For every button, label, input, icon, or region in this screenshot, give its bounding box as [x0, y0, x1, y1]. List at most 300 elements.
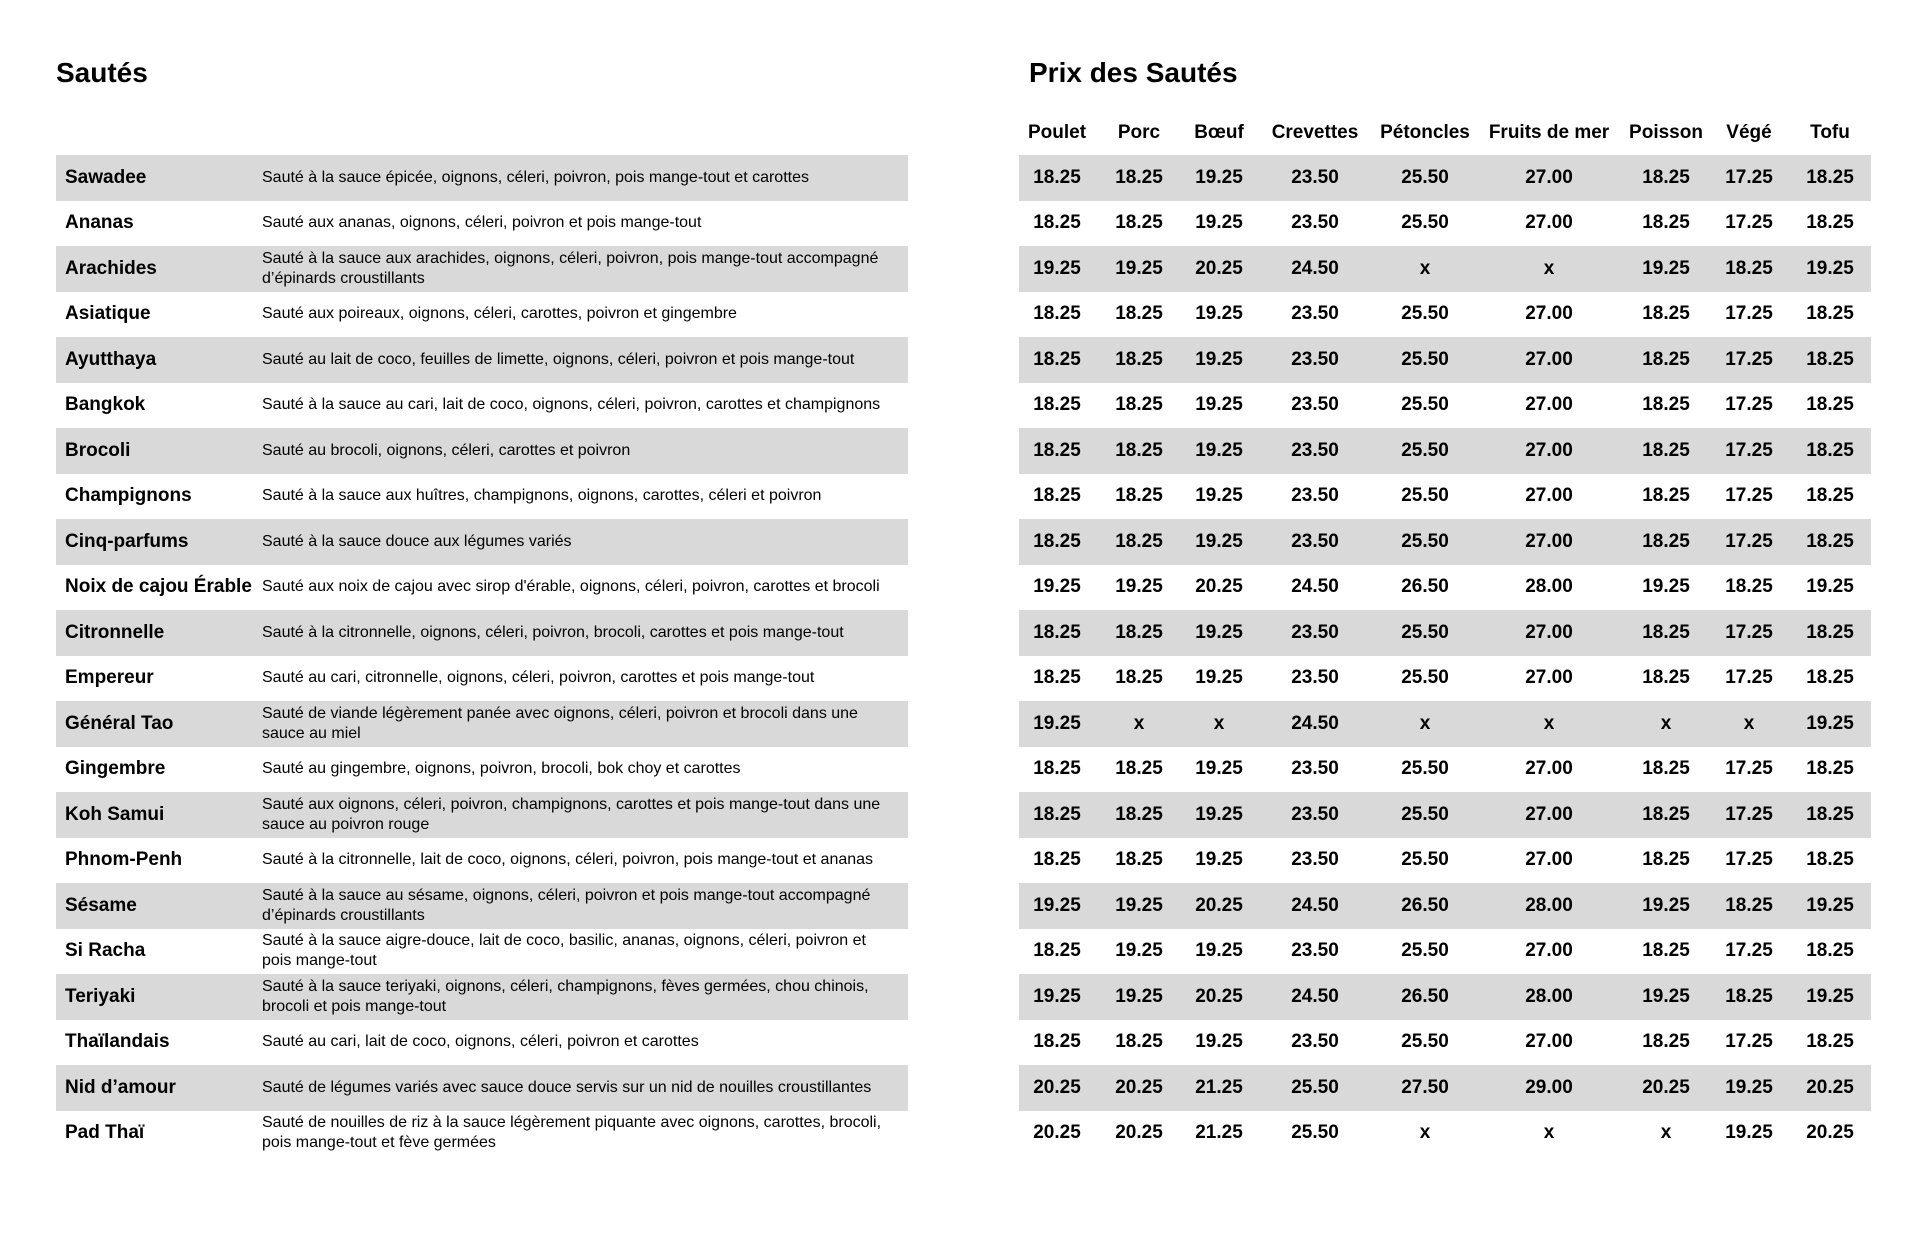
- price-row: [1019, 747, 1871, 793]
- price-cell: 19.25: [1195, 303, 1243, 325]
- column-header: Poulet: [1027, 122, 1087, 143]
- dish-description: Sauté à la sauce épicée, oignons, céleri, poivron, pois mange-tout et carottes: [262, 168, 809, 186]
- price-cell: 18.25: [1033, 348, 1081, 370]
- price-cell: 17.25: [1725, 667, 1773, 689]
- price-cell: 18.25: [1806, 485, 1854, 507]
- price-cell: 18.25: [1806, 849, 1854, 871]
- dish-name: Noix de cajou Érable: [65, 576, 252, 598]
- price-cell: 23.50: [1291, 303, 1339, 325]
- price-cell: 25.50: [1401, 621, 1449, 643]
- price-cell: 23.50: [1291, 803, 1339, 825]
- dish-description: Sauté de viande légèrement panée avec oignons, céleri, poivron et brocoli dans une sauce au miel: [262, 704, 858, 742]
- dish-description: Sauté au lait de coco, feuilles de limette, oignons, céleri, poivron et pois mange-tout: [262, 350, 855, 368]
- price-cell: x: [1419, 712, 1431, 734]
- price-cell: 25.50: [1401, 667, 1449, 689]
- column-header: Végé: [1726, 122, 1772, 143]
- price-cell: 19.25: [1642, 576, 1690, 598]
- price-cell: x: [1213, 712, 1225, 734]
- column-header: Tofu: [1810, 122, 1850, 143]
- dish-description: Sauté à la sauce teriyaki, oignons, céleri, champignons, fèves germées, chou chinois, brocoli et pois mange-tout: [262, 977, 869, 1015]
- dish-description: Sauté aux ananas, oignons, céleri, poivron et pois mange-tout: [262, 214, 702, 232]
- price-cell: 23.50: [1291, 758, 1339, 780]
- price-cell: 19.25: [1115, 894, 1163, 916]
- price-cell: 19.25: [1642, 257, 1690, 279]
- price-cell: x: [1543, 712, 1555, 734]
- price-cell: x: [1660, 1122, 1672, 1144]
- price-cell: 19.25: [1033, 894, 1081, 916]
- dish-name: Sésame: [65, 894, 137, 916]
- price-cell: 23.50: [1291, 485, 1339, 507]
- price-cell: 26.50: [1401, 894, 1449, 916]
- price-cell: 23.50: [1291, 849, 1339, 871]
- dish-row: [56, 383, 908, 429]
- price-cell: 18.25: [1642, 1031, 1690, 1053]
- price-cell: 19.25: [1195, 849, 1243, 871]
- dish-description: Sauté au gingembre, oignons, poivron, brocoli, bok choy et carottes: [262, 760, 741, 778]
- dish-row: [56, 1020, 908, 1066]
- price-cell: 17.25: [1725, 803, 1773, 825]
- price-cell: x: [1419, 1122, 1431, 1144]
- price-cell: 23.50: [1291, 530, 1339, 552]
- price-cell: 19.25: [1195, 667, 1243, 689]
- price-cell: 19.25: [1195, 530, 1243, 552]
- price-cell: 23.50: [1291, 1031, 1339, 1053]
- price-cell: 18.25: [1806, 803, 1854, 825]
- dish-name: Ananas: [65, 212, 134, 234]
- price-cell: 23.50: [1291, 940, 1339, 962]
- dish-name: Empereur: [65, 667, 154, 689]
- price-cell: 18.25: [1033, 803, 1081, 825]
- price-cell: 18.25: [1725, 576, 1773, 598]
- dish-row: [56, 656, 908, 702]
- price-cell: 19.25: [1806, 985, 1854, 1007]
- price-cell: 18.25: [1033, 439, 1081, 461]
- price-cell: 17.25: [1725, 212, 1773, 234]
- price-cell: 18.25: [1642, 166, 1690, 188]
- price-cell: 18.25: [1725, 894, 1773, 916]
- price-cell: 18.25: [1806, 667, 1854, 689]
- price-cell: 20.25: [1806, 1122, 1854, 1144]
- price-row: [1019, 246, 1871, 292]
- dish-row: [56, 565, 908, 611]
- price-cell: 20.25: [1115, 1076, 1163, 1098]
- dish-name: Citronnelle: [65, 621, 165, 643]
- dish-description: Sauté de nouilles de riz à la sauce légèrement piquante avec oignons, carottes, brocoli, pois mange-tout et fève germées: [262, 1114, 882, 1152]
- price-cell: 18.25: [1806, 1031, 1854, 1053]
- dish-name: Asiatique: [65, 303, 151, 325]
- dish-row: [56, 1065, 908, 1111]
- price-cell: 19.25: [1195, 940, 1243, 962]
- price-cell: 18.25: [1115, 849, 1163, 871]
- price-cell: 19.25: [1195, 212, 1243, 234]
- price-cell: 19.25: [1725, 1076, 1773, 1098]
- price-cell: 20.25: [1033, 1122, 1081, 1144]
- dish-name: Bangkok: [65, 394, 146, 416]
- price-cell: 18.25: [1033, 303, 1081, 325]
- price-cell: 17.25: [1725, 394, 1773, 416]
- dish-name: Si Racha: [65, 940, 146, 962]
- price-cell: 18.25: [1033, 212, 1081, 234]
- dish-description: Sauté aux noix de cajou avec sirop d'érable, oignons, céleri, poivron, carottes et brocoli: [262, 578, 880, 596]
- price-row: [1019, 610, 1871, 656]
- price-cell: 20.25: [1033, 1076, 1081, 1098]
- dish-description: Sauté à la sauce aux huîtres, champignons, oignons, carottes, céleri et poivron: [262, 487, 822, 505]
- price-cell: 18.25: [1806, 530, 1854, 552]
- price-cell: 23.50: [1291, 621, 1339, 643]
- price-cell: 19.25: [1115, 985, 1163, 1007]
- price-cell: 20.25: [1115, 1122, 1163, 1144]
- price-cell: 19.25: [1806, 257, 1854, 279]
- price-cell: 28.00: [1525, 985, 1573, 1007]
- price-cell: 17.25: [1725, 940, 1773, 962]
- price-cell: 19.25: [1806, 576, 1854, 598]
- price-cell: 19.25: [1195, 394, 1243, 416]
- price-cell: 19.25: [1195, 621, 1243, 643]
- price-cell: x: [1133, 712, 1145, 734]
- price-cell: x: [1419, 257, 1431, 279]
- price-cell: 18.25: [1115, 303, 1163, 325]
- price-cell: 27.00: [1525, 166, 1573, 188]
- price-row: [1019, 838, 1871, 884]
- dish-name: Cinq-parfums: [65, 530, 189, 552]
- price-cell: 25.50: [1401, 758, 1449, 780]
- price-row: [1019, 1020, 1871, 1066]
- price-cell: 17.25: [1725, 303, 1773, 325]
- dish-row: [56, 792, 908, 838]
- price-cell: 19.25: [1195, 348, 1243, 370]
- price-cell: 18.25: [1806, 439, 1854, 461]
- price-row: [1019, 792, 1871, 838]
- price-row: [1019, 474, 1871, 520]
- price-cell: 18.25: [1642, 212, 1690, 234]
- price-cell: 18.25: [1642, 849, 1690, 871]
- price-cell: 28.00: [1525, 894, 1573, 916]
- price-cell: 17.25: [1725, 849, 1773, 871]
- dish-row: [56, 246, 908, 292]
- price-cell: x: [1743, 712, 1755, 734]
- dish-description-table: [56, 155, 908, 1156]
- dish-row: [56, 883, 908, 929]
- dish-row: [56, 838, 908, 884]
- price-cell: 26.50: [1401, 985, 1449, 1007]
- price-cell: 27.00: [1525, 849, 1573, 871]
- price-cell: 26.50: [1401, 576, 1449, 598]
- price-cell: 25.50: [1401, 849, 1449, 871]
- dish-row: [56, 428, 908, 474]
- price-cell: 25.50: [1401, 940, 1449, 962]
- dish-description: Sauté au cari, citronnelle, oignons, céleri, poivron, carottes et pois mange-tout: [262, 669, 815, 687]
- price-cell: 18.25: [1806, 758, 1854, 780]
- price-cell: 18.25: [1642, 803, 1690, 825]
- price-cell: 17.25: [1725, 530, 1773, 552]
- price-cell: 19.25: [1806, 712, 1854, 734]
- price-cell: 18.25: [1115, 394, 1163, 416]
- price-table: [1019, 118, 1871, 1156]
- price-cell: 18.25: [1115, 212, 1163, 234]
- price-cell: 19.25: [1195, 1031, 1243, 1053]
- price-cell: 18.25: [1725, 257, 1773, 279]
- price-cell: 18.25: [1033, 621, 1081, 643]
- price-cell: 18.25: [1642, 940, 1690, 962]
- dish-name: Thaïlandais: [65, 1031, 170, 1053]
- price-cell: 19.25: [1195, 166, 1243, 188]
- price-cell: 20.25: [1195, 985, 1243, 1007]
- dish-name: Teriyaki: [65, 985, 136, 1007]
- price-cell: 19.25: [1642, 985, 1690, 1007]
- price-cell: 27.00: [1525, 758, 1573, 780]
- price-row: [1019, 428, 1871, 474]
- dish-description: Sauté aux oignons, céleri, poivron, champignons, carottes et pois mange-tout dans une sauce au poivron rouge: [262, 795, 881, 833]
- price-cell: 25.50: [1401, 439, 1449, 461]
- price-cell: 25.50: [1291, 1122, 1339, 1144]
- price-cell: 18.25: [1115, 803, 1163, 825]
- price-cell: 17.25: [1725, 348, 1773, 370]
- price-cell: 25.50: [1401, 303, 1449, 325]
- price-row: [1019, 1065, 1871, 1111]
- price-cell: 18.25: [1033, 485, 1081, 507]
- dish-description: Sauté à la citronnelle, lait de coco, oignons, céleri, poivron, pois mange-tout et ananas: [262, 851, 874, 869]
- price-cell: 18.25: [1033, 940, 1081, 962]
- price-cell: 27.00: [1525, 530, 1573, 552]
- price-cell: 17.25: [1725, 758, 1773, 780]
- price-cell: 27.00: [1525, 439, 1573, 461]
- price-cell: 18.25: [1115, 485, 1163, 507]
- price-cell: 27.00: [1525, 621, 1573, 643]
- price-cell: 18.25: [1115, 621, 1163, 643]
- price-cell: 18.25: [1642, 758, 1690, 780]
- price-cell: x: [1543, 257, 1555, 279]
- price-cell: 27.00: [1525, 667, 1573, 689]
- price-cell: 18.25: [1642, 303, 1690, 325]
- price-cell: 18.25: [1806, 348, 1854, 370]
- price-cell: 18.25: [1806, 303, 1854, 325]
- price-cell: 18.25: [1115, 1031, 1163, 1053]
- price-cell: 25.50: [1401, 1031, 1449, 1053]
- price-cell: 18.25: [1115, 166, 1163, 188]
- price-cell: 25.50: [1401, 212, 1449, 234]
- column-header: Poisson: [1629, 122, 1703, 143]
- price-cell: 20.25: [1195, 257, 1243, 279]
- price-row: [1019, 656, 1871, 702]
- dish-name: Sawadee: [65, 166, 147, 188]
- price-cell: 20.25: [1642, 1076, 1690, 1098]
- dish-description: Sauté au brocoli, oignons, céleri, carottes et poivron: [262, 441, 631, 459]
- dish-row: [56, 337, 908, 383]
- price-cell: 21.25: [1195, 1122, 1243, 1144]
- price-row: [1019, 929, 1871, 975]
- dish-name: Brocoli: [65, 439, 131, 461]
- price-cell: 19.25: [1033, 985, 1081, 1007]
- price-cell: 23.50: [1291, 166, 1339, 188]
- price-row: [1019, 201, 1871, 247]
- price-cell: 18.25: [1115, 439, 1163, 461]
- price-cell: 24.50: [1291, 712, 1339, 734]
- price-row: [1019, 292, 1871, 338]
- page-title-prix: Prix des Sautés: [1029, 57, 1238, 88]
- dish-row: [56, 701, 908, 747]
- price-cell: 18.25: [1033, 530, 1081, 552]
- price-cell: 27.00: [1525, 212, 1573, 234]
- dish-description: Sauté à la citronnelle, oignons, céleri, poivron, brocoli, carottes et pois mange-tout: [262, 623, 844, 641]
- price-cell: 19.25: [1033, 257, 1081, 279]
- price-cell: 18.25: [1642, 439, 1690, 461]
- price-cell: 19.25: [1195, 485, 1243, 507]
- price-cell: 25.50: [1401, 485, 1449, 507]
- dish-description: Sauté à la sauce au sésame, oignons, céleri, poivron et pois mange-tout accompagné d’épinards croustillants: [262, 886, 871, 924]
- price-cell: 19.25: [1725, 1122, 1773, 1144]
- price-cell: 17.25: [1725, 485, 1773, 507]
- price-cell: 25.50: [1291, 1076, 1339, 1098]
- price-cell: 23.50: [1291, 439, 1339, 461]
- price-row: [1019, 1111, 1871, 1157]
- dish-name: Gingembre: [65, 758, 166, 780]
- column-header: Fruits de mer: [1488, 122, 1610, 143]
- price-cell: 19.25: [1033, 712, 1081, 734]
- price-cell: 24.50: [1291, 257, 1339, 279]
- price-cell: 23.50: [1291, 348, 1339, 370]
- price-cell: 19.25: [1033, 576, 1081, 598]
- column-header: Crevettes: [1271, 122, 1359, 143]
- price-cell: 27.00: [1525, 1031, 1573, 1053]
- price-cell: 19.25: [1642, 894, 1690, 916]
- price-cell: 17.25: [1725, 439, 1773, 461]
- price-cell: 18.25: [1115, 758, 1163, 780]
- price-row: [1019, 701, 1871, 747]
- price-cell: 18.25: [1033, 667, 1081, 689]
- dish-name: Arachides: [65, 257, 157, 279]
- dish-description: Sauté aux poireaux, oignons, céleri, carottes, poivron et gingembre: [262, 305, 737, 323]
- price-cell: 27.00: [1525, 803, 1573, 825]
- price-cell: 23.50: [1291, 212, 1339, 234]
- dish-name: Ayutthaya: [65, 348, 157, 370]
- dish-description: Sauté à la sauce aigre-douce, lait de coco, basilic, ananas, oignons, céleri, poivron et pois mange-tout: [262, 932, 866, 970]
- price-cell: 19.25: [1195, 803, 1243, 825]
- price-row: [1019, 883, 1871, 929]
- dish-row: [56, 155, 908, 201]
- dish-description: Sauté au cari, lait de coco, oignons, céleri, poivron et carottes: [262, 1033, 699, 1051]
- price-cell: 17.25: [1725, 1031, 1773, 1053]
- price-cell: 24.50: [1291, 985, 1339, 1007]
- dish-name: Phnom-Penh: [65, 849, 183, 871]
- dish-row: [56, 610, 908, 656]
- price-cell: 18.25: [1642, 621, 1690, 643]
- price-cell: 23.50: [1291, 394, 1339, 416]
- dish-name: Pad Thaï: [65, 1122, 145, 1144]
- price-cell: 18.25: [1033, 394, 1081, 416]
- price-row: [1019, 565, 1871, 611]
- price-cell: 18.25: [1115, 667, 1163, 689]
- price-row: [1019, 383, 1871, 429]
- price-cell: 20.25: [1806, 1076, 1854, 1098]
- price-cell: 18.25: [1033, 849, 1081, 871]
- price-cell: 20.25: [1195, 576, 1243, 598]
- column-header: Porc: [1117, 122, 1161, 143]
- page-title-sautes: Sautés: [56, 57, 148, 88]
- dish-row: [56, 747, 908, 793]
- price-row: [1019, 519, 1871, 565]
- price-cell: 18.25: [1033, 1031, 1081, 1053]
- price-cell: 27.00: [1525, 394, 1573, 416]
- price-row: [1019, 155, 1871, 201]
- column-header: Pétoncles: [1380, 122, 1470, 143]
- dish-description: Sauté à la sauce douce aux légumes variés: [262, 532, 572, 550]
- price-cell: 18.25: [1642, 348, 1690, 370]
- price-cell: 25.50: [1401, 803, 1449, 825]
- price-cell: 27.00: [1525, 348, 1573, 370]
- dish-row: [56, 1111, 908, 1157]
- price-cell: 24.50: [1291, 894, 1339, 916]
- price-cell: 27.50: [1401, 1076, 1449, 1098]
- price-cell: 19.25: [1115, 257, 1163, 279]
- price-cell: 27.00: [1525, 303, 1573, 325]
- price-cell: 25.50: [1401, 530, 1449, 552]
- price-cell: 18.25: [1725, 985, 1773, 1007]
- price-table-body: [1019, 155, 1871, 1156]
- price-cell: 25.50: [1401, 166, 1449, 188]
- price-cell: 19.25: [1115, 576, 1163, 598]
- price-cell: 17.25: [1725, 621, 1773, 643]
- price-cell: 18.25: [1806, 940, 1854, 962]
- dish-description: Sauté à la sauce aux arachides, oignons, céleri, poivron, pois mange-tout accompagné d’épinards croustillants: [262, 249, 879, 287]
- price-cell: 18.25: [1115, 530, 1163, 552]
- price-cell: 20.25: [1195, 894, 1243, 916]
- price-cell: 21.25: [1195, 1076, 1243, 1098]
- price-cell: 18.25: [1642, 530, 1690, 552]
- price-cell: 23.50: [1291, 667, 1339, 689]
- price-cell: 19.25: [1115, 940, 1163, 962]
- price-cell: 25.50: [1401, 348, 1449, 370]
- price-cell: 19.25: [1195, 439, 1243, 461]
- price-cell: 25.50: [1401, 394, 1449, 416]
- price-cell: 18.25: [1806, 621, 1854, 643]
- price-cell: 18.25: [1806, 394, 1854, 416]
- price-cell: 29.00: [1525, 1076, 1573, 1098]
- price-cell: 18.25: [1642, 394, 1690, 416]
- price-cell: 18.25: [1033, 166, 1081, 188]
- price-cell: 19.25: [1195, 758, 1243, 780]
- price-cell: 18.25: [1033, 758, 1081, 780]
- price-cell: 24.50: [1291, 576, 1339, 598]
- price-cell: 19.25: [1806, 894, 1854, 916]
- price-cell: x: [1660, 712, 1672, 734]
- price-table-header: [1019, 118, 1871, 148]
- price-cell: 18.25: [1806, 166, 1854, 188]
- dish-row: [56, 474, 908, 520]
- price-cell: 18.25: [1806, 212, 1854, 234]
- price-cell: 18.25: [1115, 348, 1163, 370]
- dish-description: Sauté de légumes variés avec sauce douce servis sur un nid de nouilles croustillantes: [262, 1078, 872, 1096]
- price-cell: 18.25: [1642, 485, 1690, 507]
- price-cell: 28.00: [1525, 576, 1573, 598]
- price-row: [1019, 337, 1871, 383]
- column-header: Bœuf: [1194, 122, 1244, 143]
- dish-name: Champignons: [65, 485, 192, 507]
- dish-name: Nid d’amour: [65, 1076, 176, 1098]
- price-cell: 18.25: [1642, 667, 1690, 689]
- price-cell: 27.00: [1525, 940, 1573, 962]
- price-row: [1019, 974, 1871, 1020]
- dish-row: [56, 974, 908, 1020]
- dish-row: [56, 519, 908, 565]
- dish-name: Koh Samui: [65, 803, 165, 825]
- dish-description: Sauté à la sauce au cari, lait de coco, oignons, céleri, poivron, carottes et champignons: [262, 396, 881, 414]
- price-cell: 17.25: [1725, 166, 1773, 188]
- dish-name: Général Tao: [65, 712, 174, 734]
- dish-row: [56, 201, 908, 247]
- dish-row: [56, 292, 908, 338]
- dish-row: [56, 929, 908, 975]
- price-cell: 27.00: [1525, 485, 1573, 507]
